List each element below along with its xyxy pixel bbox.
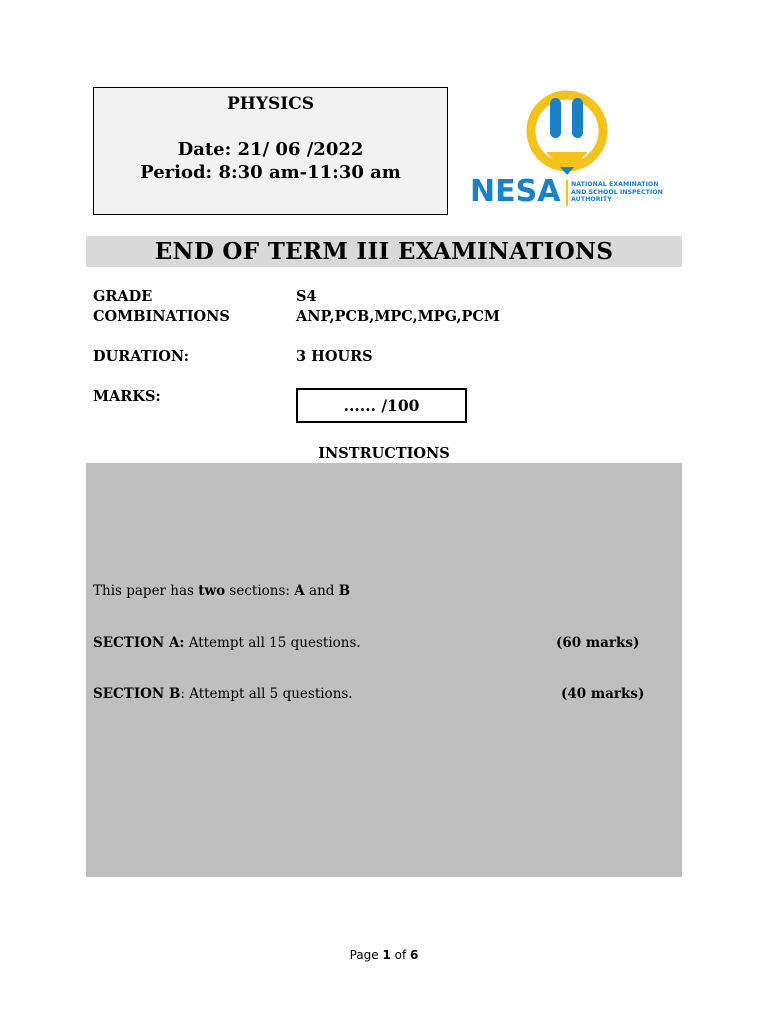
section-b-instruction [93,685,353,703]
page-footer [0,947,768,963]
text-bold: A [294,583,305,599]
combinations-value: ANP,PCB,MPC,MPG,PCM [296,308,500,325]
footer-page-word: Page [349,948,383,962]
combinations-label: COMBINATIONS [93,308,230,325]
text-fragment: and [304,583,339,599]
section-b-text: : Attempt all 5 questions. [180,686,353,702]
logo-line-2: AND SCHOOL INSPECTION [571,188,663,196]
exam-title: END OF TERM III EXAMINATIONS [86,236,682,267]
logo-divider [566,180,568,206]
subject-box [93,87,448,215]
logo-line-3: AUTHORITY [571,196,612,204]
marks-label: MARKS: [93,388,161,405]
exam-date: Date: 21/ 06 /2022 [177,139,364,160]
footer-of-word: of [390,948,411,962]
marks-box: ...... /100 [296,388,467,423]
logo-wordmark: NESA [470,174,561,209]
text-fragment: sections: [225,583,295,599]
section-a-text: Attempt all 15 questions. [184,635,361,651]
section-a-instruction [93,634,361,652]
instructions-panel [86,463,682,877]
footer-page-number: 1 [382,948,391,962]
nesa-logo [470,90,680,215]
logo-line-1: NATIONAL EXAMINATION [571,181,659,188]
instructions-sections-line [93,582,350,600]
grade-value: S4 [296,288,317,305]
section-a-label: SECTION A: [93,635,185,651]
section-b-label: SECTION B [93,686,181,702]
footer-page-total: 6 [410,948,419,962]
section-b-marks: (40 marks) [561,686,645,702]
subject-title: PHYSICS [226,94,315,114]
text-bold: two [198,583,226,599]
instructions-heading: INSTRUCTIONS [318,445,450,462]
text-bold: B [338,583,351,599]
logo-authority-name [571,181,683,204]
duration-label: DURATION: [93,348,190,365]
section-a-marks: (60 marks) [556,635,640,651]
pencil-emblem-icon [470,90,680,176]
text-fragment: This paper has [93,583,199,599]
grade-label: GRADE [93,288,153,305]
duration-value: 3 HOURS [296,348,373,365]
exam-period: Period: 8:30 am-11:30 am [140,162,401,183]
